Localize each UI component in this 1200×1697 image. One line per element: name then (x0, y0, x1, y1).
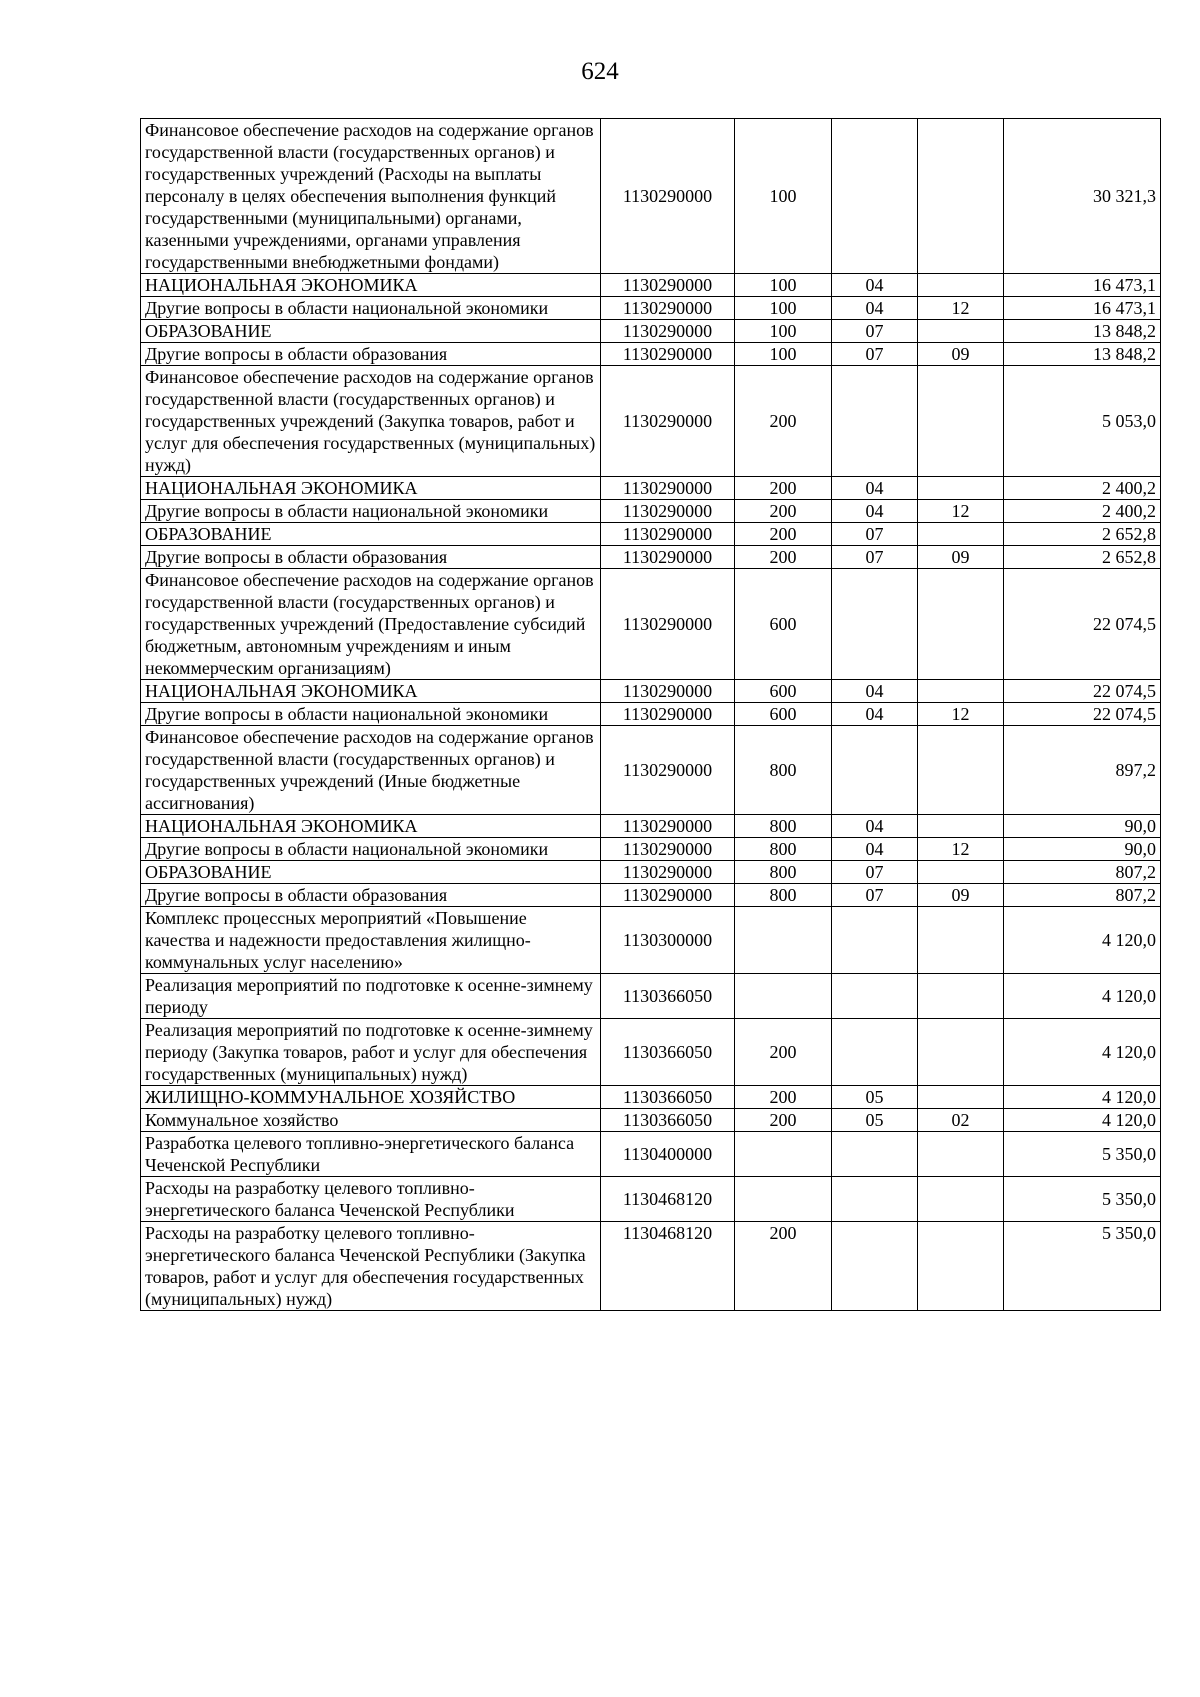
row-name: НАЦИОНАЛЬНАЯ ЭКОНОМИКА (141, 477, 601, 500)
row-subsection (918, 477, 1004, 500)
row-target-code: 1130290000 (601, 320, 735, 343)
row-subsection (918, 680, 1004, 703)
row-target-code: 1130290000 (601, 726, 735, 815)
row-target-code: 1130290000 (601, 366, 735, 477)
row-target-code: 1130290000 (601, 838, 735, 861)
budget-table (140, 118, 1161, 1311)
row-amount: 4 120,0 (1004, 1019, 1161, 1086)
row-expense-type: 600 (735, 680, 832, 703)
row-amount: 5 350,0 (1004, 1177, 1161, 1222)
row-name: НАЦИОНАЛЬНАЯ ЭКОНОМИКА (141, 680, 601, 703)
row-expense-type (735, 1177, 832, 1222)
row-amount: 22 074,5 (1004, 569, 1161, 680)
row-name: Финансовое обеспечение расходов на содержание органов государственной власти (государственных органов) и государственных учреждений (Закупка товаров, работ и услуг для обеспечения государственных (муниципальных) нужд) (141, 366, 601, 477)
row-section (832, 1177, 918, 1222)
row-name: Реализация мероприятий по подготовке к осенне-зимнему периоду (141, 974, 601, 1019)
row-section: 04 (832, 500, 918, 523)
row-expense-type: 100 (735, 297, 832, 320)
row-amount: 22 074,5 (1004, 680, 1161, 703)
row-target-code: 1130290000 (601, 815, 735, 838)
row-expense-type (735, 907, 832, 974)
table-row (141, 1177, 1161, 1222)
row-target-code: 1130290000 (601, 274, 735, 297)
row-expense-type (735, 974, 832, 1019)
row-section: 04 (832, 680, 918, 703)
row-amount: 4 120,0 (1004, 974, 1161, 1019)
row-subsection (918, 726, 1004, 815)
row-name: Разработка целевого топливно-энергетического баланса Чеченской Республики (141, 1132, 601, 1177)
row-expense-type: 200 (735, 1222, 832, 1311)
table-row (141, 500, 1161, 523)
row-subsection (918, 1132, 1004, 1177)
row-name: Финансовое обеспечение расходов на содержание органов государственной власти (государственных органов) и государственных учреждений (Предоставление субсидий бюджетным, автономным учреждениям и иным некоммерческим организациям) (141, 569, 601, 680)
row-target-code: 1130290000 (601, 477, 735, 500)
row-target-code: 1130290000 (601, 703, 735, 726)
table-row (141, 523, 1161, 546)
row-name: ОБРАЗОВАНИЕ (141, 523, 601, 546)
row-target-code: 1130290000 (601, 546, 735, 569)
row-name: Расходы на разработку целевого топливно-энергетического баланса Чеченской Республики (Закупка товаров, работ и услуг для обеспечения государственных (муниципальных) нужд) (141, 1222, 601, 1311)
row-section (832, 366, 918, 477)
row-subsection (918, 119, 1004, 274)
row-subsection: 12 (918, 703, 1004, 726)
row-expense-type: 800 (735, 726, 832, 815)
row-amount: 16 473,1 (1004, 274, 1161, 297)
row-name: НАЦИОНАЛЬНАЯ ЭКОНОМИКА (141, 815, 601, 838)
table-row (141, 297, 1161, 320)
row-target-code: 1130468120 (601, 1177, 735, 1222)
row-name: ЖИЛИЩНО-КОММУНАЛЬНОЕ ХОЗЯЙСТВО (141, 1086, 601, 1109)
row-amount: 4 120,0 (1004, 907, 1161, 974)
row-target-code: 1130468120 (601, 1222, 735, 1311)
row-subsection: 12 (918, 838, 1004, 861)
table-row (141, 884, 1161, 907)
row-amount: 30 321,3 (1004, 119, 1161, 274)
row-amount: 90,0 (1004, 838, 1161, 861)
row-amount: 2 652,8 (1004, 546, 1161, 569)
row-section (832, 119, 918, 274)
row-name: Реализация мероприятий по подготовке к осенне-зимнему периоду (Закупка товаров, работ и услуг для обеспечения государственных (муниципальных) нужд) (141, 1019, 601, 1086)
row-target-code: 1130290000 (601, 569, 735, 680)
row-amount: 5 053,0 (1004, 366, 1161, 477)
row-subsection (918, 569, 1004, 680)
row-name: Другие вопросы в области национальной экономики (141, 500, 601, 523)
page-number: 624 (581, 58, 619, 85)
row-target-code: 1130366050 (601, 1019, 735, 1086)
row-name: Другие вопросы в области образования (141, 884, 601, 907)
row-target-code: 1130290000 (601, 884, 735, 907)
row-section: 04 (832, 815, 918, 838)
row-expense-type: 200 (735, 1086, 832, 1109)
row-amount: 22 074,5 (1004, 703, 1161, 726)
row-expense-type: 600 (735, 703, 832, 726)
table-row (141, 1086, 1161, 1109)
row-subsection (918, 366, 1004, 477)
row-name: НАЦИОНАЛЬНАЯ ЭКОНОМИКА (141, 274, 601, 297)
row-section: 04 (832, 297, 918, 320)
table-row (141, 477, 1161, 500)
row-name: Другие вопросы в области национальной экономики (141, 838, 601, 861)
table-row (141, 1019, 1161, 1086)
budget-table-body (141, 119, 1161, 1311)
row-section: 04 (832, 274, 918, 297)
row-target-code: 1130300000 (601, 907, 735, 974)
row-amount: 90,0 (1004, 815, 1161, 838)
row-section: 07 (832, 546, 918, 569)
row-target-code: 1130366050 (601, 974, 735, 1019)
row-expense-type: 200 (735, 1019, 832, 1086)
table-row (141, 343, 1161, 366)
row-subsection (918, 1222, 1004, 1311)
row-section: 07 (832, 861, 918, 884)
row-expense-type: 200 (735, 366, 832, 477)
row-subsection: 09 (918, 343, 1004, 366)
table-row (141, 838, 1161, 861)
row-amount: 13 848,2 (1004, 343, 1161, 366)
row-section (832, 974, 918, 1019)
row-name: Финансовое обеспечение расходов на содержание органов государственной власти (государственных органов) и государственных учреждений (Иные бюджетные ассигнования) (141, 726, 601, 815)
row-subsection (918, 1019, 1004, 1086)
row-expense-type: 200 (735, 477, 832, 500)
row-expense-type: 100 (735, 320, 832, 343)
row-amount: 2 400,2 (1004, 477, 1161, 500)
row-subsection (918, 815, 1004, 838)
row-expense-type (735, 1132, 832, 1177)
row-amount: 4 120,0 (1004, 1086, 1161, 1109)
table-row (141, 703, 1161, 726)
table-row (141, 569, 1161, 680)
row-section: 04 (832, 477, 918, 500)
row-subsection (918, 861, 1004, 884)
table-row (141, 680, 1161, 703)
row-subsection (918, 523, 1004, 546)
table-row (141, 546, 1161, 569)
row-name: Комплекс процессных мероприятий «Повышение качества и надежности предоставления жилищно-коммунальных услуг населению» (141, 907, 601, 974)
row-target-code: 1130290000 (601, 680, 735, 703)
row-subsection (918, 274, 1004, 297)
table-row (141, 974, 1161, 1019)
row-name: Финансовое обеспечение расходов на содержание органов государственной власти (государственных органов) и государственных учреждений (Расходы на выплаты персоналу в целях обеспечения выполнения функций государственными (муниципальными) органами, казенными учреждениями, органами управления государственными внебюджетными фондами) (141, 119, 601, 274)
table-row (141, 119, 1161, 274)
row-subsection (918, 1086, 1004, 1109)
row-section (832, 1019, 918, 1086)
row-expense-type: 100 (735, 343, 832, 366)
table-row (141, 1222, 1161, 1311)
row-expense-type: 100 (735, 119, 832, 274)
row-section (832, 726, 918, 815)
row-amount: 16 473,1 (1004, 297, 1161, 320)
table-row (141, 320, 1161, 343)
table-row (141, 907, 1161, 974)
row-subsection (918, 907, 1004, 974)
row-section: 04 (832, 703, 918, 726)
row-expense-type: 800 (735, 884, 832, 907)
row-name: Другие вопросы в области национальной экономики (141, 297, 601, 320)
row-section: 05 (832, 1109, 918, 1132)
row-target-code: 1130290000 (601, 523, 735, 546)
row-amount: 2 400,2 (1004, 500, 1161, 523)
row-expense-type: 600 (735, 569, 832, 680)
row-amount: 4 120,0 (1004, 1109, 1161, 1132)
row-subsection: 02 (918, 1109, 1004, 1132)
table-row (141, 861, 1161, 884)
row-section (832, 907, 918, 974)
row-section: 04 (832, 838, 918, 861)
row-name: Другие вопросы в области национальной экономики (141, 703, 601, 726)
table-row (141, 726, 1161, 815)
row-amount: 807,2 (1004, 861, 1161, 884)
row-target-code: 1130290000 (601, 297, 735, 320)
row-target-code: 1130290000 (601, 119, 735, 274)
row-amount: 13 848,2 (1004, 320, 1161, 343)
row-section: 05 (832, 1086, 918, 1109)
row-section: 07 (832, 884, 918, 907)
row-target-code: 1130400000 (601, 1132, 735, 1177)
row-amount: 2 652,8 (1004, 523, 1161, 546)
row-subsection: 09 (918, 546, 1004, 569)
row-expense-type: 800 (735, 861, 832, 884)
table-row (141, 1109, 1161, 1132)
table-row (141, 366, 1161, 477)
row-amount: 897,2 (1004, 726, 1161, 815)
row-subsection: 12 (918, 297, 1004, 320)
row-section: 07 (832, 320, 918, 343)
row-subsection (918, 320, 1004, 343)
row-target-code: 1130366050 (601, 1109, 735, 1132)
table-row (141, 1132, 1161, 1177)
row-subsection (918, 974, 1004, 1019)
row-subsection (918, 1177, 1004, 1222)
row-section: 07 (832, 343, 918, 366)
row-amount: 807,2 (1004, 884, 1161, 907)
row-expense-type: 200 (735, 500, 832, 523)
table-row (141, 815, 1161, 838)
row-section (832, 1222, 918, 1311)
row-expense-type: 100 (735, 274, 832, 297)
row-expense-type: 200 (735, 546, 832, 569)
row-expense-type: 200 (735, 523, 832, 546)
row-name: ОБРАЗОВАНИЕ (141, 320, 601, 343)
row-expense-type: 800 (735, 838, 832, 861)
row-name: Другие вопросы в области образования (141, 343, 601, 366)
row-expense-type: 800 (735, 815, 832, 838)
row-subsection: 09 (918, 884, 1004, 907)
row-target-code: 1130290000 (601, 861, 735, 884)
row-name: Коммунальное хозяйство (141, 1109, 601, 1132)
row-section: 07 (832, 523, 918, 546)
row-target-code: 1130290000 (601, 500, 735, 523)
row-subsection: 12 (918, 500, 1004, 523)
row-amount: 5 350,0 (1004, 1222, 1161, 1311)
row-section (832, 569, 918, 680)
row-target-code: 1130366050 (601, 1086, 735, 1109)
row-name: ОБРАЗОВАНИЕ (141, 861, 601, 884)
row-name: Расходы на разработку целевого топливно-энергетического баланса Чеченской Республики (141, 1177, 601, 1222)
row-section (832, 1132, 918, 1177)
row-amount: 5 350,0 (1004, 1132, 1161, 1177)
row-target-code: 1130290000 (601, 343, 735, 366)
row-name: Другие вопросы в области образования (141, 546, 601, 569)
table-row (141, 274, 1161, 297)
row-expense-type: 200 (735, 1109, 832, 1132)
